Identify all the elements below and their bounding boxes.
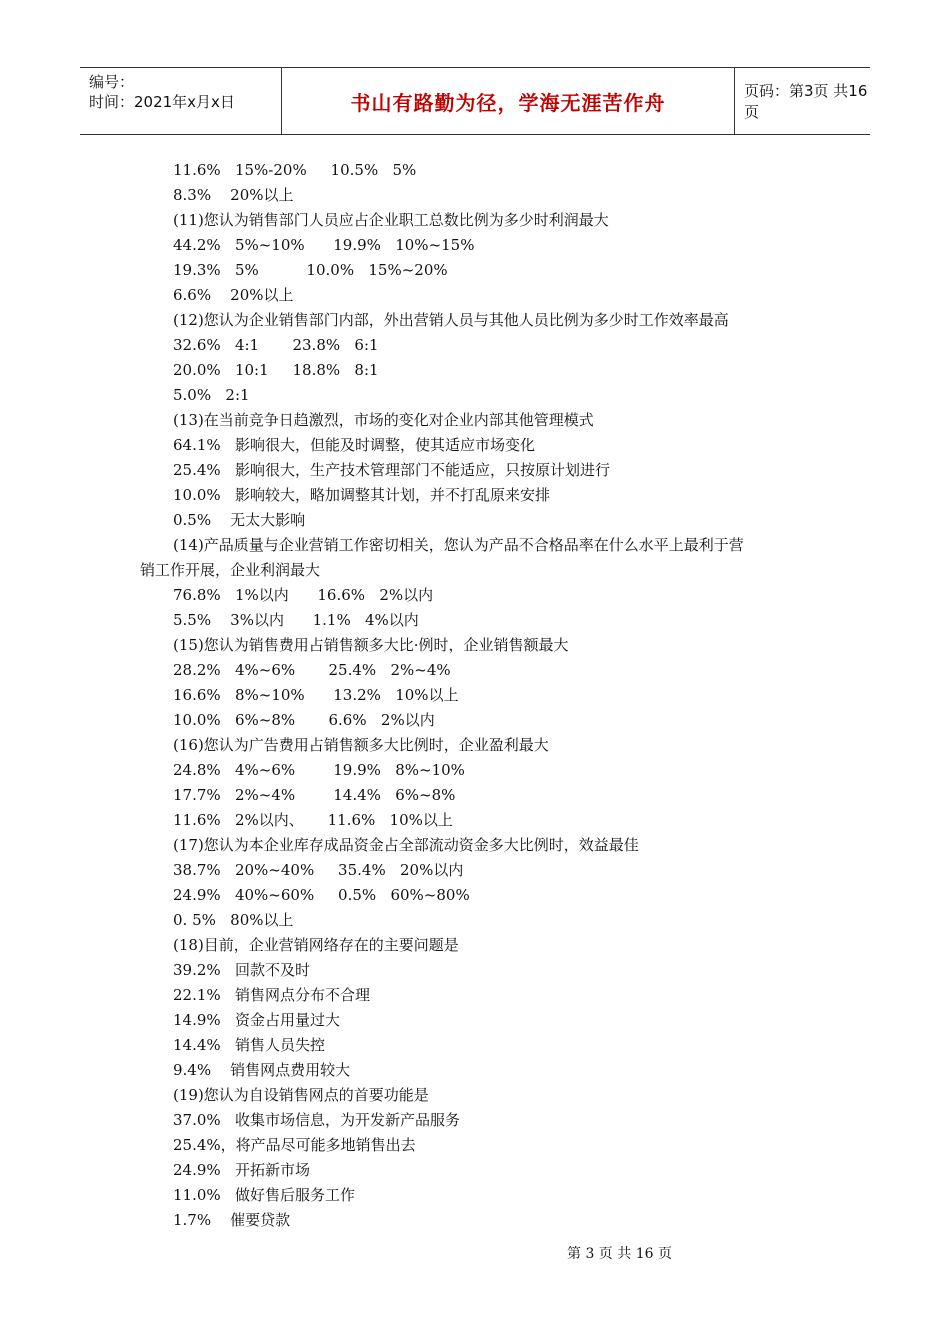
text-line: 25.4% 影响很大，生产技术管理部门不能适应，只按原计划进行: [173, 461, 610, 479]
text-line: 14.4% 销售人员失控: [173, 1036, 325, 1054]
document-number-label: 编号：: [89, 73, 135, 91]
text-line: 32.6% 4:1 23.8% 6:1: [173, 336, 379, 354]
text-line: 17.7% 2%~4% 14.4% 6%~8%: [173, 786, 456, 804]
question-heading: (19)您认为自设销售网点的首要功能是: [173, 1086, 429, 1104]
document-time-label: 时间：2021年x月x日: [89, 93, 235, 111]
text-line: 44.2% 5%~10% 19.9% 10%~15%: [173, 236, 475, 254]
text-line: 20.0% 10:1 18.8% 8:1: [173, 361, 379, 379]
text-line: 19.3% 5% 10.0% 15%~20%: [173, 261, 448, 279]
page-header: [80, 67, 870, 135]
text-line: 28.2% 4%~6% 25.4% 2%~4%: [173, 661, 451, 679]
question-heading: (16)您认为广告费用占销售额多大比例时，企业盈利最大: [173, 736, 549, 754]
question-heading: (15)您认为销售费用占销售额多大比·例时，企业销售额最大: [173, 636, 569, 654]
text-line: 11.6% 2%以内、 11.6% 10%以上: [173, 811, 453, 829]
text-line: 24.9% 40%~60% 0.5% 60%~80%: [173, 886, 470, 904]
text-line: 22.1% 销售网点分布不合理: [173, 986, 370, 1004]
text-line: 16.6% 8%~10% 13.2% 10%以上: [173, 686, 459, 704]
text-line: 1.7% 催要贷款: [173, 1211, 291, 1229]
text-line: 38.7% 20%~40% 35.4% 20%以内: [173, 861, 464, 879]
text-line: 11.6% 15%-20% 10.5% 5%: [173, 161, 417, 179]
question-heading: (18)目前，企业营销网络存在的主要问题是: [173, 936, 459, 954]
question-heading-continued: 销工作开展，企业利润最大: [140, 561, 321, 579]
text-line: 0. 5% 80%以上: [173, 911, 294, 929]
question-heading: (14)产品质量与企业营销工作密切相关，您认为产品不合格品率在什么水平上最利于营: [173, 536, 744, 554]
question-heading: (12)您认为企业销售部门内部，外出营销人员与其他人员比例为多少时工作效率最高: [173, 311, 729, 329]
text-line: 76.8% 1%以内 16.6% 2%以内: [173, 586, 434, 604]
text-line: 9.4% 销售网点费用较大: [173, 1061, 351, 1079]
text-line: 39.2% 回款不及时: [173, 961, 310, 979]
text-line: 64.1% 影响很大，但能及时调整，使其适应市场变化: [173, 436, 535, 454]
text-line: 25.4%，将产品尽可能多地销售出去: [173, 1136, 416, 1154]
text-line: 0.5% 无太大影响: [173, 511, 306, 529]
question-heading: (17)您认为本企业库存成品资金占全部流动资金多大比例时，效益最佳: [173, 836, 639, 854]
question-heading: (13)在当前竞争日趋激烈，市场的变化对企业内部其他管理模式: [173, 411, 594, 429]
text-line: 11.0% 做好售后服务工作: [173, 1186, 355, 1204]
text-line: 14.9% 资金占用量过大: [173, 1011, 340, 1029]
text-line: 10.0% 影响较大，略加调整其计划，并不打乱原来安排: [173, 486, 550, 504]
header-left-cell: [80, 68, 282, 134]
header-slogan: 书山有路勤为径，学海无涯苦作舟: [282, 68, 735, 134]
text-line: 6.6% 20%以上: [173, 286, 294, 304]
text-line: 24.9% 开拓新市场: [173, 1161, 310, 1179]
text-line: 5.0% 2:1: [173, 386, 250, 404]
header-page-label: 页码：第3页 共16页: [744, 82, 868, 121]
text-line: 24.8% 4%~6% 19.9% 8%~10%: [173, 761, 465, 779]
text-line: 10.0% 6%~8% 6.6% 2%以内: [173, 711, 435, 729]
page-footer: 第 3 页 共 16 页: [567, 1246, 672, 1262]
text-line: 5.5% 3%以内 1.1% 4%以内: [173, 611, 419, 629]
text-line: 37.0% 收集市场信息，为开发新产品服务: [173, 1111, 460, 1129]
text-line: 8.3% 20%以上: [173, 186, 294, 204]
question-heading: (11)您认为销售部门人员应占企业职工总数比例为多少时利润最大: [173, 211, 609, 229]
